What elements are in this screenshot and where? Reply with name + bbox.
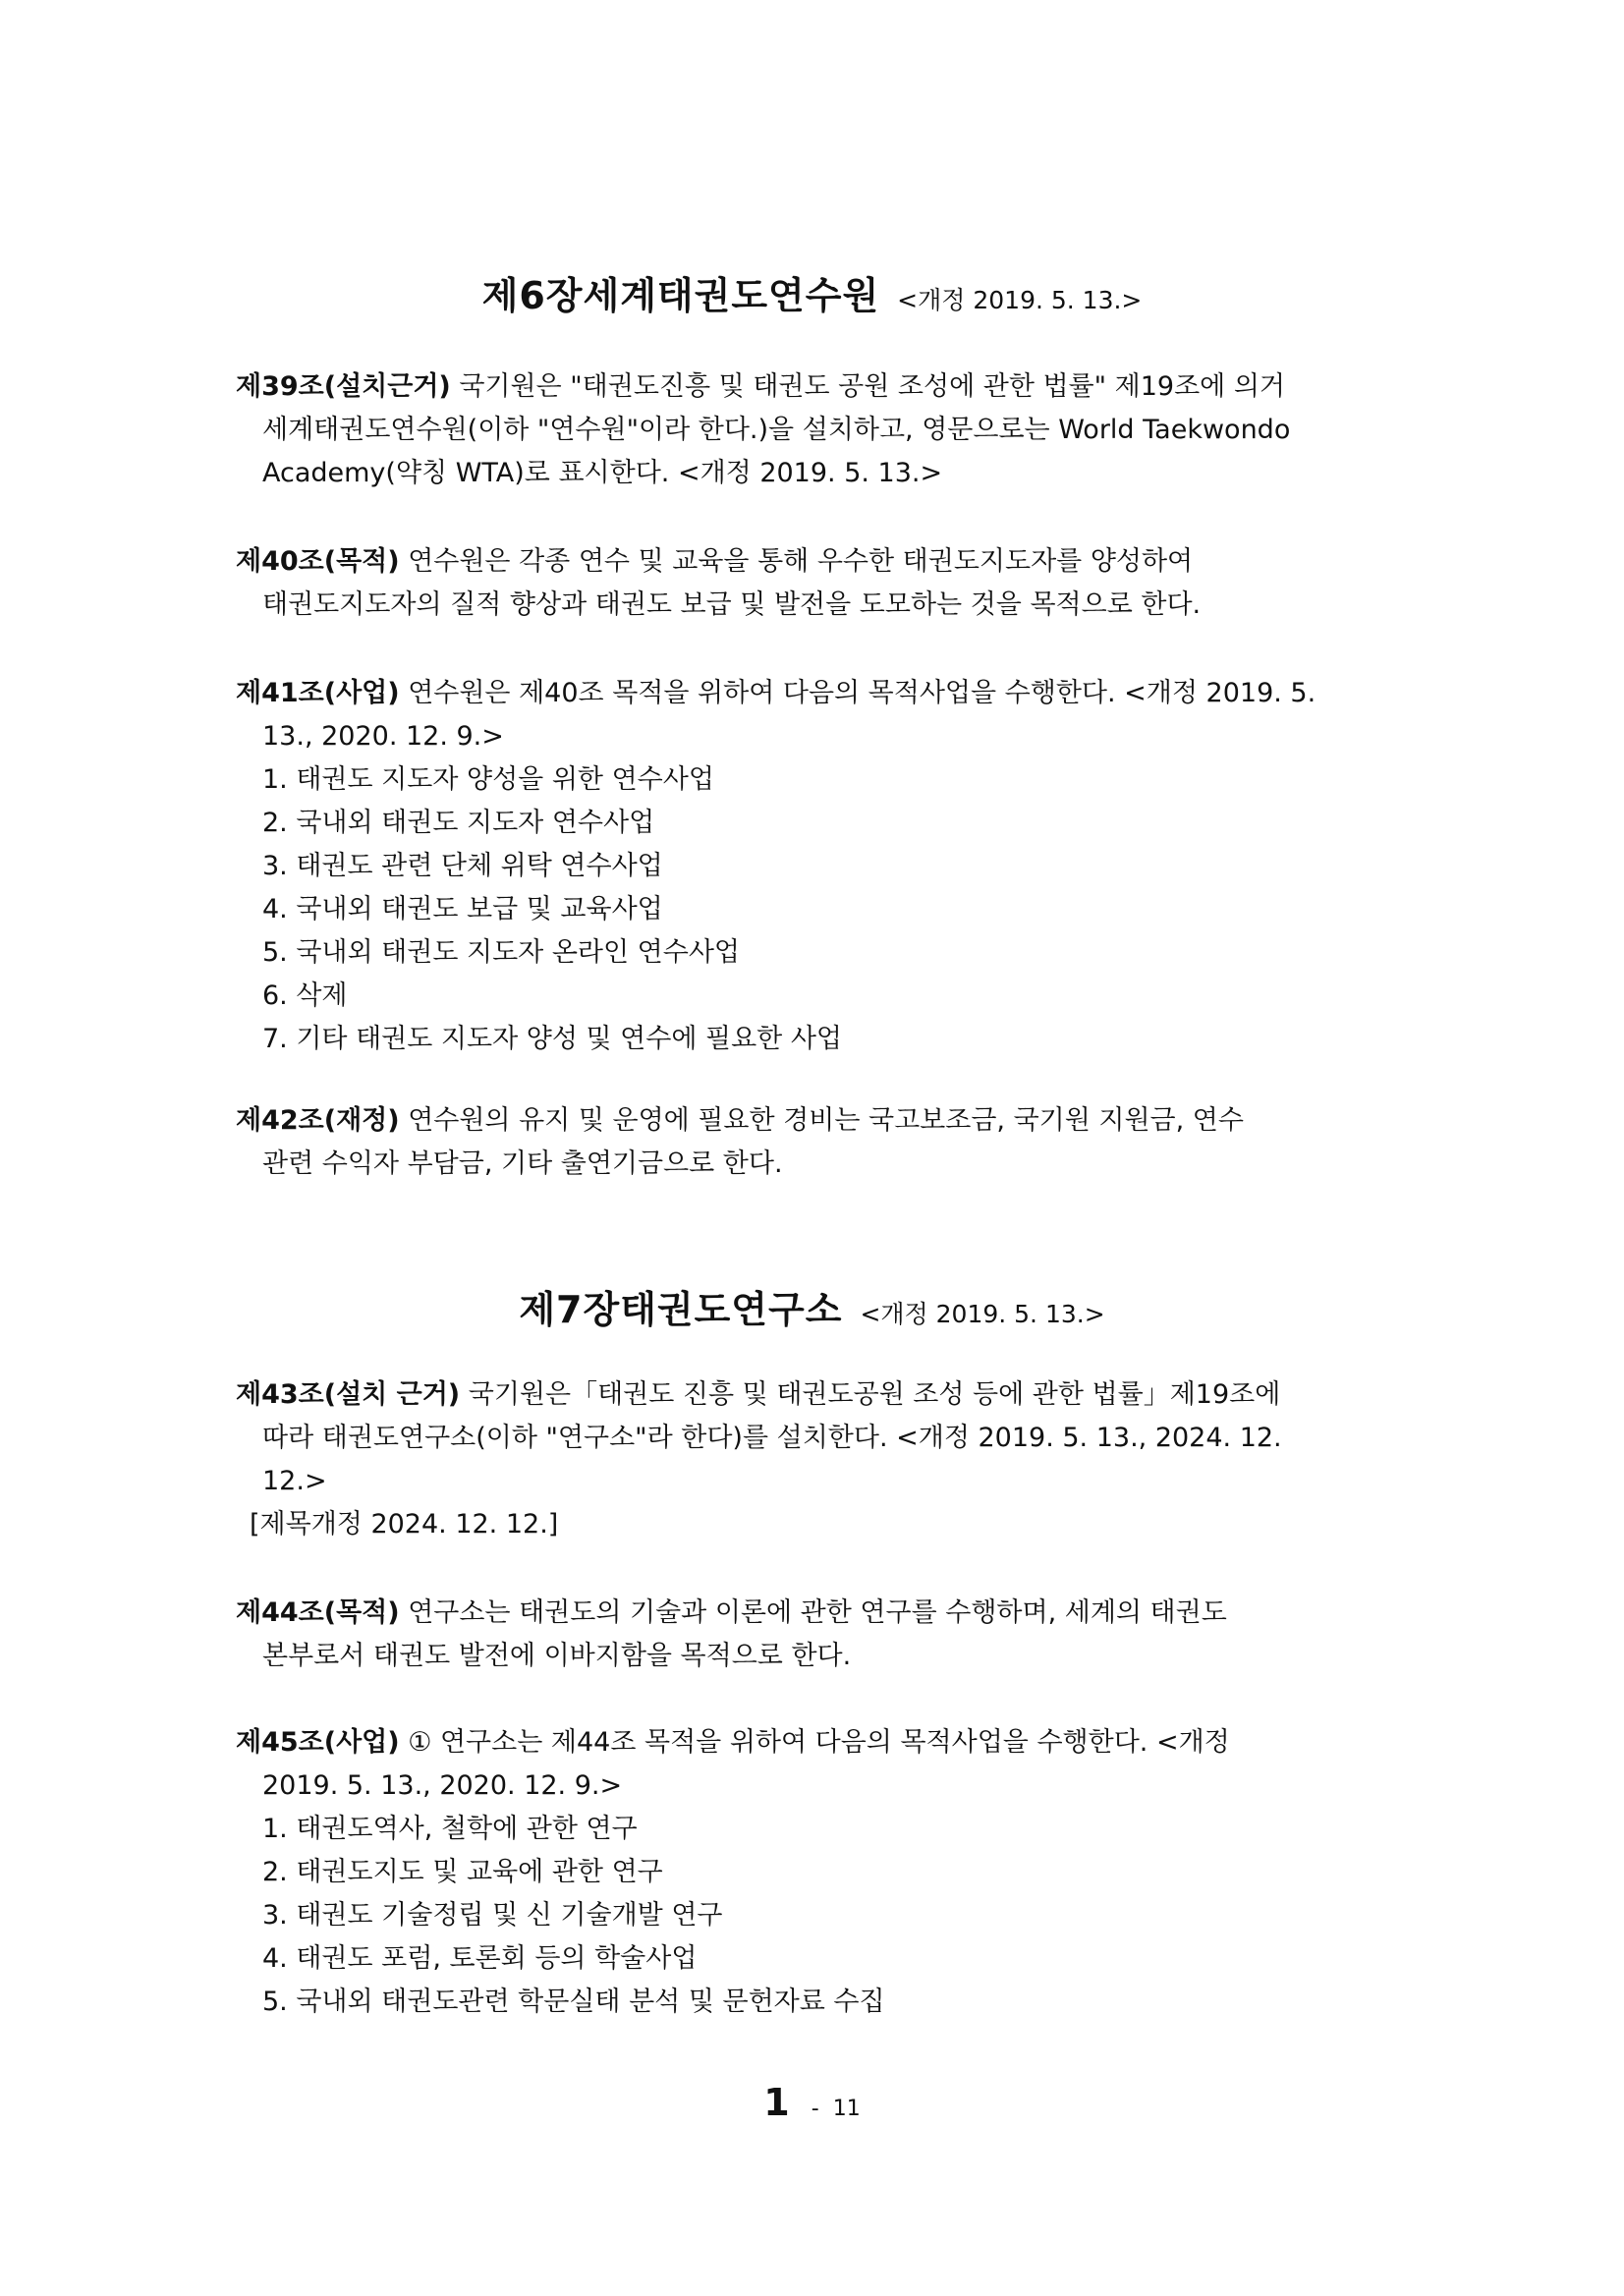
list-item: 1. 태권도역사, 철학에 관한 연구 [262, 1814, 638, 1844]
article-43-title-amendment-note: [제목개정 2024. 12. 12.] [250, 1509, 559, 1540]
chapter-6-heading [0, 265, 1624, 319]
article-40-line-1: 연수원은 각종 연수 및 교육을 통해 우수한 태권도지도자를 양성하여 [408, 546, 1194, 577]
page-number-main: 1 [763, 2081, 790, 2124]
chapter-6-number: 제6장 [481, 274, 584, 317]
article-43 [236, 1373, 1405, 1546]
article-42-line-2: 관련 수익자 부담금, 기타 출연기금으로 한다. [262, 1148, 783, 1179]
article-44 [236, 1592, 1405, 1678]
chapter-7-heading [0, 1279, 1624, 1333]
article-45 [236, 1721, 1405, 2024]
list-item: 2. 국내외 태권도 지도자 연수사업 [262, 808, 655, 838]
article-41 [236, 672, 1405, 1061]
article-43-line-3: 12.> [262, 1466, 327, 1496]
article-39-line-1: 국기원은 "태권도진흥 및 태권도 공원 조성에 관한 법률" 제19조에 의거 [459, 371, 1285, 402]
article-39-line-2: 세계태권도연수원(이하 "연수원"이라 한다.)을 설치하고, 영문으로는 World Taekwondo [262, 415, 1291, 445]
article-43-label: 제43조(설치 근거) [236, 1379, 461, 1410]
chapter-7-number: 제7장 [519, 1288, 621, 1331]
chapter-7-title: 태권도연구소 [620, 1288, 843, 1331]
list-item: 3. 태권도 관련 단체 위탁 연수사업 [262, 851, 663, 881]
article-41-line-2: 13., 2020. 12. 9.> [262, 721, 504, 752]
article-43-line-1: 국기원은「태권도 진흥 및 태권도공원 조성 등에 관한 법률」제19조에 [468, 1379, 1281, 1410]
article-45-line-1: ① 연구소는 제44조 목적을 위하여 다음의 목적사업을 수행한다. <개정 [408, 1727, 1230, 1758]
article-40-label: 제40조(목적) [236, 546, 400, 577]
list-item: 2. 태권도지도 및 교육에 관한 연구 [262, 1857, 663, 1887]
article-41-items [236, 758, 1405, 1061]
list-item: 6. 삭제 [262, 980, 348, 1011]
page-number [0, 2081, 1624, 2124]
list-item: 4. 태권도 포럼, 토론회 등의 학술사업 [262, 1943, 698, 1974]
article-45-line-2: 2019. 5. 13., 2020. 12. 9.> [262, 1770, 623, 1801]
article-39 [236, 365, 1405, 495]
list-item: 7. 기타 태권도 지도자 양성 및 연수에 필요한 사업 [262, 1024, 842, 1054]
list-item: 3. 태권도 기술정립 및 신 기술개발 연구 [262, 1900, 723, 1931]
chapter-6-amendment: <개정 2019. 5. 13.> [897, 286, 1143, 314]
article-40 [236, 540, 1405, 627]
chapter-7-amendment: <개정 2019. 5. 13.> [860, 1300, 1105, 1328]
article-42-line-1: 연수원의 유지 및 운영에 필요한 경비는 국고보조금, 국기원 지원금, 연수 [408, 1105, 1244, 1136]
list-item: 1. 태권도 지도자 양성을 위한 연수사업 [262, 764, 714, 795]
article-39-label: 제39조(설치근거) [236, 371, 451, 402]
article-42 [236, 1099, 1405, 1186]
article-42-label: 제42조(재정) [236, 1105, 400, 1136]
article-43-line-2: 따라 태권도연구소(이하 "연구소"라 한다)를 설치한다. <개정 2019. 5. 13., 2024. 12. [262, 1423, 1282, 1453]
list-item: 5. 국내외 태권도관련 학문실태 분석 및 문헌자료 수집 [262, 1987, 885, 2017]
article-44-line-1: 연구소는 태권도의 기술과 이론에 관한 연구를 수행하며, 세계의 태권도 [408, 1597, 1227, 1628]
page-number-sub: 11 [832, 2097, 861, 2121]
article-41-line-1: 연수원은 제40조 목적을 위하여 다음의 목적사업을 수행한다. <개정 2019. 5. [408, 678, 1316, 708]
article-41-label: 제41조(사업) [236, 678, 400, 708]
chapter-6-title: 세계태권도연수원 [583, 274, 880, 317]
article-45-items [236, 1808, 1405, 2024]
article-44-line-2: 본부로서 태권도 발전에 이바지함을 목적으로 한다. [262, 1641, 852, 1671]
article-40-line-2: 태권도지도자의 질적 향상과 태권도 보급 및 발전을 도모하는 것을 목적으로 한다. [262, 589, 1202, 620]
list-item: 4. 국내외 태권도 보급 및 교육사업 [262, 894, 663, 924]
list-item: 5. 국내외 태권도 지도자 온라인 연수사업 [262, 937, 740, 968]
page-number-separator: - [811, 2097, 819, 2121]
article-39-line-3: Academy(약칭 WTA)로 표시한다. <개정 2019. 5. 13.> [262, 458, 943, 488]
article-44-label: 제44조(목적) [236, 1597, 400, 1628]
article-45-label: 제45조(사업) [236, 1727, 400, 1758]
